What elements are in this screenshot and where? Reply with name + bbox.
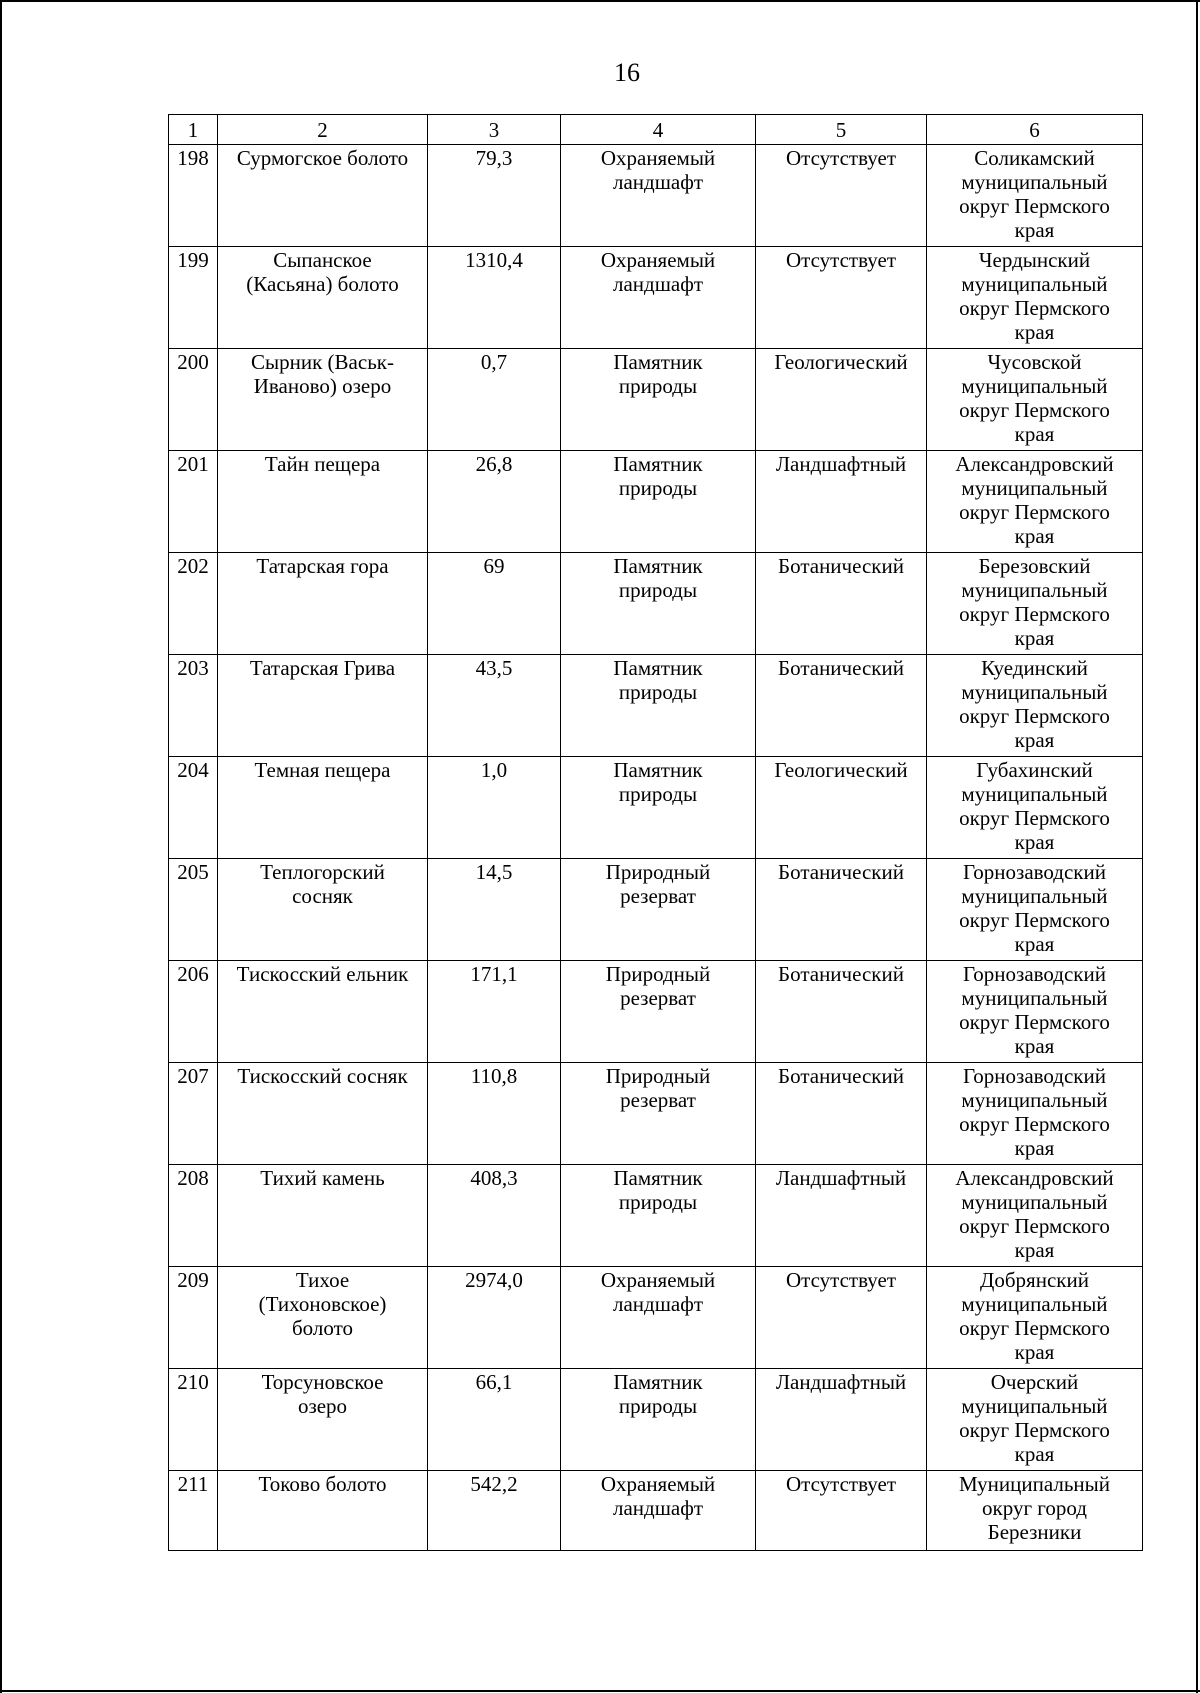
category-cell: Памятник природы: [561, 451, 756, 553]
category-cell: Охраняемый ландшафт: [561, 1471, 756, 1551]
area-cell: 66,1: [428, 1369, 561, 1471]
area-cell: 0,7: [428, 349, 561, 451]
page-number: 16: [614, 58, 640, 87]
table-row: [169, 451, 1143, 553]
location-cell: Горнозаводский муниципальный округ Пермского края: [927, 859, 1143, 961]
page-border-top: [0, 0, 1200, 2]
row-number-cell: 204: [169, 757, 218, 859]
column-header-1: 1: [169, 115, 218, 145]
row-number-cell: 210: [169, 1369, 218, 1471]
column-header-2: 2: [218, 115, 428, 145]
table-body: [169, 145, 1143, 1551]
table-row: [169, 1165, 1143, 1267]
profile-cell: Ботанический: [756, 1063, 927, 1165]
object-name-cell: Токово болото: [218, 1471, 428, 1551]
table-row: [169, 1267, 1143, 1369]
location-cell: Горнозаводский муниципальный округ Пермского края: [927, 961, 1143, 1063]
table-row: [169, 349, 1143, 451]
object-name-cell: Торсуновское озеро: [218, 1369, 428, 1471]
location-cell: Горнозаводский муниципальный округ Пермского края: [927, 1063, 1143, 1165]
page-border-left: [0, 0, 2, 1693]
profile-cell: Ботанический: [756, 553, 927, 655]
location-cell: Добрянский муниципальный округ Пермского края: [927, 1267, 1143, 1369]
location-cell: Александровский муниципальный округ Пермского края: [927, 1165, 1143, 1267]
location-cell: Чердынский муниципальный округ Пермского края: [927, 247, 1143, 349]
location-cell: Александровский муниципальный округ Пермского края: [927, 451, 1143, 553]
row-number-cell: 200: [169, 349, 218, 451]
area-cell: 110,8: [428, 1063, 561, 1165]
row-number-cell: 208: [169, 1165, 218, 1267]
object-name-cell: Сыпанское (Касьяна) болото: [218, 247, 428, 349]
table-row: [169, 1369, 1143, 1471]
table-row: [169, 1471, 1143, 1551]
profile-cell: Ботанический: [756, 961, 927, 1063]
row-number-cell: 207: [169, 1063, 218, 1165]
table-header: [169, 115, 1143, 145]
area-cell: 542,2: [428, 1471, 561, 1551]
category-cell: Природный резерват: [561, 1063, 756, 1165]
object-name-cell: Тискосский сосняк: [218, 1063, 428, 1165]
location-cell: Куединский муниципальный округ Пермского края: [927, 655, 1143, 757]
object-name-cell: Сурмогское болото: [218, 145, 428, 247]
object-name-cell: Тискосский ельник: [218, 961, 428, 1063]
page-border-bottom: [0, 1690, 1200, 1692]
location-cell: Очерский муниципальный округ Пермского края: [927, 1369, 1143, 1471]
location-cell: Березовский муниципальный округ Пермского края: [927, 553, 1143, 655]
row-number-cell: 199: [169, 247, 218, 349]
column-header-3: 3: [428, 115, 561, 145]
object-name-cell: Тайн пещера: [218, 451, 428, 553]
category-cell: Охраняемый ландшафт: [561, 247, 756, 349]
area-cell: 408,3: [428, 1165, 561, 1267]
object-name-cell: Сырник (Васьк- Иваново) озеро: [218, 349, 428, 451]
page-border-right: [1196, 0, 1198, 1693]
table-row: [169, 859, 1143, 961]
area-cell: 1,0: [428, 757, 561, 859]
table-row: [169, 655, 1143, 757]
row-number-cell: 205: [169, 859, 218, 961]
row-number-cell: 202: [169, 553, 218, 655]
row-number-cell: 203: [169, 655, 218, 757]
category-cell: Памятник природы: [561, 1165, 756, 1267]
area-cell: 171,1: [428, 961, 561, 1063]
category-cell: Памятник природы: [561, 655, 756, 757]
category-cell: Памятник природы: [561, 553, 756, 655]
object-name-cell: Татарская гора: [218, 553, 428, 655]
area-cell: 69: [428, 553, 561, 655]
area-cell: 43,5: [428, 655, 561, 757]
protected-areas-table: [168, 114, 1143, 1551]
category-cell: Памятник природы: [561, 757, 756, 859]
category-cell: Природный резерват: [561, 859, 756, 961]
row-number-cell: 211: [169, 1471, 218, 1551]
table-row: [169, 757, 1143, 859]
profile-cell: Ландшафтный: [756, 1369, 927, 1471]
area-cell: 14,5: [428, 859, 561, 961]
area-cell: 26,8: [428, 451, 561, 553]
column-header-6: 6: [927, 115, 1143, 145]
location-cell: Муниципальный округ город Березники: [927, 1471, 1143, 1551]
row-number-cell: 206: [169, 961, 218, 1063]
header-row: [169, 115, 1143, 145]
profile-cell: Ландшафтный: [756, 451, 927, 553]
category-cell: Памятник природы: [561, 1369, 756, 1471]
object-name-cell: Темная пещера: [218, 757, 428, 859]
category-cell: Природный резерват: [561, 961, 756, 1063]
category-cell: Памятник природы: [561, 349, 756, 451]
profile-cell: Отсутствует: [756, 145, 927, 247]
table-row: [169, 1063, 1143, 1165]
area-cell: 79,3: [428, 145, 561, 247]
profile-cell: Отсутствует: [756, 247, 927, 349]
table-row: [169, 553, 1143, 655]
profile-cell: Геологический: [756, 757, 927, 859]
profile-cell: Отсутствует: [756, 1471, 927, 1551]
location-cell: Губахинский муниципальный округ Пермского края: [927, 757, 1143, 859]
object-name-cell: Теплогорский сосняк: [218, 859, 428, 961]
column-header-5: 5: [756, 115, 927, 145]
category-cell: Охраняемый ландшафт: [561, 145, 756, 247]
profile-cell: Отсутствует: [756, 1267, 927, 1369]
object-name-cell: Татарская Грива: [218, 655, 428, 757]
area-cell: 2974,0: [428, 1267, 561, 1369]
profile-cell: Ландшафтный: [756, 1165, 927, 1267]
table-row: [169, 145, 1143, 247]
profile-cell: Геологический: [756, 349, 927, 451]
table-row: [169, 247, 1143, 349]
location-cell: Чусовской муниципальный округ Пермского края: [927, 349, 1143, 451]
column-header-4: 4: [561, 115, 756, 145]
object-name-cell: Тихий камень: [218, 1165, 428, 1267]
row-number-cell: 198: [169, 145, 218, 247]
object-name-cell: Тихое (Тихоновское) болото: [218, 1267, 428, 1369]
profile-cell: Ботанический: [756, 859, 927, 961]
area-cell: 1310,4: [428, 247, 561, 349]
profile-cell: Ботанический: [756, 655, 927, 757]
category-cell: Охраняемый ландшафт: [561, 1267, 756, 1369]
table-row: [169, 961, 1143, 1063]
row-number-cell: 209: [169, 1267, 218, 1369]
location-cell: Соликамский муниципальный округ Пермского края: [927, 145, 1143, 247]
row-number-cell: 201: [169, 451, 218, 553]
